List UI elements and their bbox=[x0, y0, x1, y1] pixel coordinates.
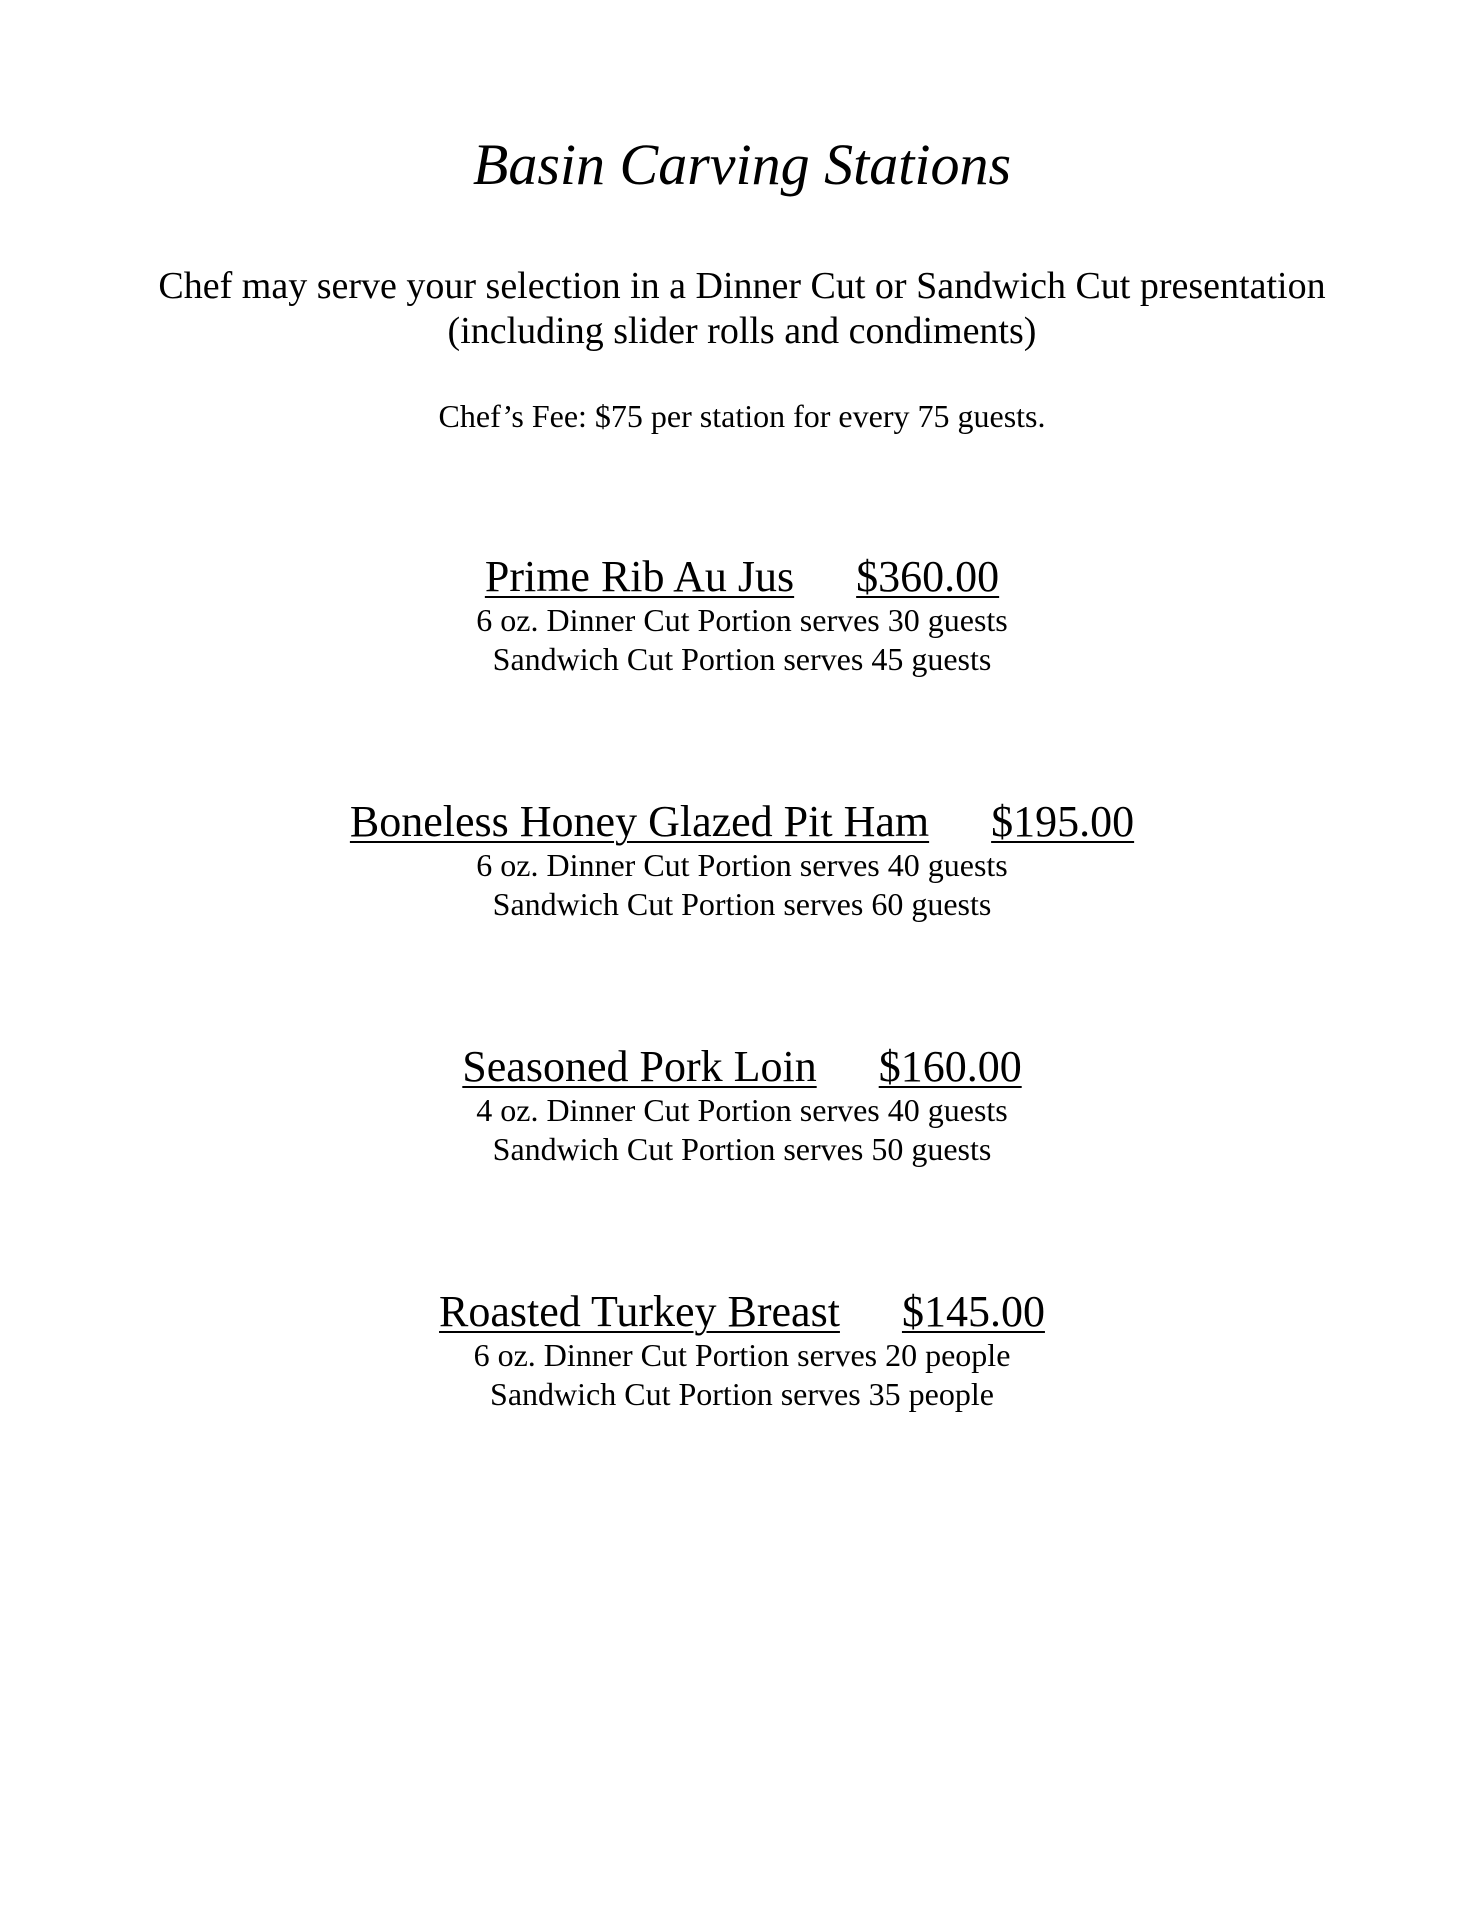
item-dinner-portion: 6 oz. Dinner Cut Portion serves 30 guests bbox=[476, 602, 1008, 638]
menu-item-pork-loin bbox=[0, 1043, 1484, 1169]
item-name: Boneless Honey Glazed Pit Ham bbox=[349, 797, 930, 846]
item-name: Prime Rib Au Jus bbox=[484, 552, 795, 601]
chef-fee-note: Chef’s Fee: $75 per station for every 75 guests. bbox=[438, 398, 1046, 434]
item-sandwich-portion: Sandwich Cut Portion serves 50 guests bbox=[492, 1131, 992, 1167]
intro-line-2: (including slider rolls and condiments) bbox=[447, 310, 1037, 352]
item-price: $160.00 bbox=[878, 1042, 1022, 1091]
item-heading bbox=[462, 1043, 1021, 1091]
intro-text bbox=[0, 264, 1484, 354]
item-name: Seasoned Pork Loin bbox=[462, 1042, 817, 1091]
item-price: $360.00 bbox=[856, 552, 1000, 601]
menu-item-pit-ham bbox=[0, 798, 1484, 924]
item-name: Roasted Turkey Breast bbox=[439, 1287, 840, 1336]
item-price: $195.00 bbox=[991, 797, 1135, 846]
item-dinner-portion: 6 oz. Dinner Cut Portion serves 40 guests bbox=[476, 847, 1008, 883]
item-dinner-portion: 4 oz. Dinner Cut Portion serves 40 guests bbox=[476, 1092, 1008, 1128]
item-heading bbox=[439, 1288, 1045, 1336]
item-heading bbox=[485, 553, 999, 601]
menu-item-turkey-breast bbox=[0, 1288, 1484, 1414]
menu-item-prime-rib bbox=[0, 553, 1484, 679]
page-title: Basin Carving Stations bbox=[472, 132, 1012, 197]
item-sandwich-portion: Sandwich Cut Portion serves 45 guests bbox=[492, 641, 992, 677]
item-sandwich-portion: Sandwich Cut Portion serves 60 guests bbox=[492, 886, 992, 922]
item-heading bbox=[350, 798, 1134, 846]
item-sandwich-portion: Sandwich Cut Portion serves 35 people bbox=[490, 1376, 994, 1412]
item-dinner-portion: 6 oz. Dinner Cut Portion serves 20 people bbox=[473, 1337, 1011, 1373]
intro-line-1: Chef may serve your selection in a Dinner Cut or Sandwich Cut presentation bbox=[158, 265, 1326, 307]
item-price: $145.00 bbox=[901, 1287, 1045, 1336]
